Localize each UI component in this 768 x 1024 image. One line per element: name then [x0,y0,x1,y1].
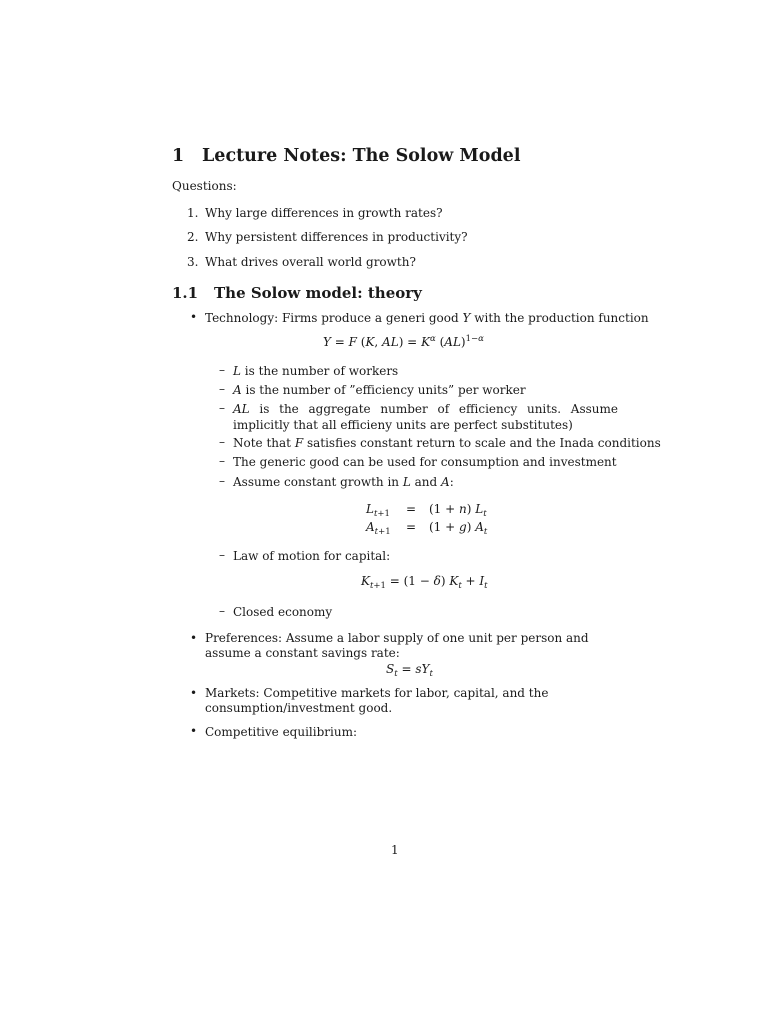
questions-heading: Questions: [172,179,237,193]
dash-marker: – [219,548,225,562]
dash-item-text: is the number of ”efficiency units” per worker [241,383,526,397]
dash-item-prefix: Note that [233,436,295,450]
section-number: 1 [172,146,185,166]
equation-rhs: (1 + n) $L_t$ [429,502,487,519]
preferences-text: Preferences: Assume a labor supply of one unit per person and assume a constant savings rate: [205,631,589,660]
dash-marker: – [219,401,225,415]
dash-item: The generic good can be used for consumption and investment [233,455,617,469]
equation-rhs: (1 + g) $A_t$ [429,520,488,537]
dash-marker: – [219,454,225,468]
dash-item-var2: A [441,475,450,489]
question-number: 2. [187,230,199,244]
dash-item-var: F [294,436,304,450]
dash-item [233,363,398,379]
dash-item [233,435,661,451]
savings-equation: $S_t = sY_t$ [386,662,433,679]
law-of-motion-equation: $K_{t+1} = (1 - \delta) K_t + I_t$ [361,574,488,591]
markets-text: Markets: Competitive markets for labor, capital, and the consumption/investment good. [205,686,549,715]
question-item [187,229,468,245]
subsection-number: 1.1 [172,284,199,302]
subsection-title: The Solow model: theory [214,284,422,302]
dash-item-suffix: : [449,475,454,489]
dash-item-text: satisfies constant return to scale and the Inada conditions [303,436,661,450]
question-text: What drives overall world growth? [205,255,416,269]
law-of-motion-label: Law of motion for capital: [233,549,391,563]
dash-item-var: A [233,383,242,397]
dash-item-var: AL [233,402,250,416]
dash-item-text: is the number of workers [240,364,399,378]
dash-item-mid: and [410,475,442,489]
dash-item-var: L [402,475,411,489]
dash-item [233,382,526,398]
dash-item-text: is the aggregate number of efficiency units. Assume implicitly that all efficieny units are perfect substitutes) [233,402,618,432]
equilibrium-text: Competitive equilibrium: [205,725,358,739]
section-heading [172,146,520,166]
bullet-marker: • [190,724,198,738]
equation-rel: = [406,520,417,534]
equation-lhs: $L_{t+1}$ [366,502,390,519]
equation-rel: = [406,502,417,516]
bullet-marker: • [190,686,198,700]
question-number: 3. [187,255,199,269]
dash-marker: – [219,435,225,449]
technology-text-before: Technology: Firms produce a generi good [205,311,463,325]
question-text: Why large differences in growth rates? [205,206,443,220]
technology-text-after: with the production function [470,311,649,325]
technology-text [205,310,649,326]
subsection-heading [172,284,422,302]
dash-marker: – [219,363,225,377]
dash-marker: – [219,474,225,488]
dash-item-prefix: Assume constant growth in [233,475,403,489]
bullet-marker: • [190,631,198,645]
bullet-marker: • [190,310,198,324]
question-number: 1. [187,206,199,220]
technology-var: Y [462,311,471,325]
production-function-equation: Y = F (K, $AL) = K^\alpha$ (AL)$^{1-\alpha}$ [323,334,484,349]
question-text: Why persistent differences in productivity? [205,230,468,244]
dash-marker: – [219,382,225,396]
question-item [187,254,416,270]
page-number: 1 [391,843,399,857]
equation-lhs: $A_{t+1}$ [366,520,391,537]
dash-item [233,474,454,490]
closed-economy: Closed economy [233,605,333,619]
dash-item [233,401,618,433]
question-item [187,205,443,221]
dash-marker: – [219,604,225,618]
dash-item-var: L [233,364,241,378]
section-title: Lecture Notes: The Solow Model [202,146,521,166]
